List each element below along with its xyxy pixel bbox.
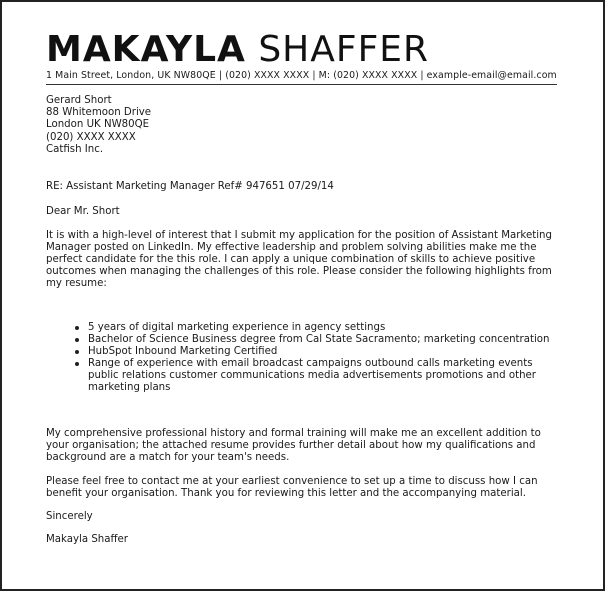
letter-content bbox=[46, 30, 566, 546]
closing: Sincerely bbox=[46, 511, 93, 523]
recipient-company: Catfish Inc. bbox=[46, 143, 104, 155]
highlights-list bbox=[46, 322, 558, 394]
intro-paragraph: It is with a high-level of interest that I submit my application for the position of Assistant Marketing Manager posted on LinkedIn. My effective leadership and problem solving abilities make me the perfect candidate for the this role. I can apply a unique combination of skills to achieve positive outcomes when managing the challenges of this role. Please consider the following highlights from my resume: bbox=[46, 230, 552, 290]
recipient-name: Gerard Short bbox=[46, 95, 112, 106]
salutation: Dear Mr. Short bbox=[46, 206, 120, 218]
recipient-street: 88 Whitemoon Drive bbox=[46, 107, 152, 119]
list-item: Bachelor of Science Business degree from Cal State Sacramento; marketing concentration bbox=[88, 334, 558, 346]
signature: Makayla Shaffer bbox=[46, 534, 128, 546]
sender-first-name: MAKAYLA bbox=[46, 29, 246, 70]
recipient-address bbox=[46, 95, 566, 156]
recipient-phone: (020) XXXX XXXX bbox=[46, 131, 136, 143]
contact-paragraph: Please feel free to contact me at your earliest convenience to set up a time to discuss how I can benefit your organisation. Thank you for reviewing this letter and the accompanying material. bbox=[46, 476, 538, 500]
sender-contact-line: 1 Main Street, London, UK NW80QE | (020) XXXX XXXX | M: (020) XXXX XXXX | example-email@email.com bbox=[46, 70, 557, 85]
list-item: 5 years of digital marketing experience in agency settings bbox=[88, 322, 558, 334]
recipient-city: London UK NW80QE bbox=[46, 119, 150, 131]
qualifications-paragraph: My comprehensive professional history and formal training will make me an excellent addition to your organisation; the attached resume provides further detail about how my qualifications and background are a match for your team's needs. bbox=[46, 428, 541, 464]
sender-last-name: SHAFFER bbox=[258, 29, 430, 70]
reference-line: RE: Assistant Marketing Manager Ref# 947651 07/29/14 bbox=[46, 181, 334, 193]
list-item: Range of experience with email broadcast campaigns outbound calls marketing events public relations customer communications media advertisements promotions and other marketing plans bbox=[88, 358, 558, 394]
list-item: HubSpot Inbound Marketing Certified bbox=[88, 346, 558, 358]
sender-name bbox=[46, 30, 566, 70]
